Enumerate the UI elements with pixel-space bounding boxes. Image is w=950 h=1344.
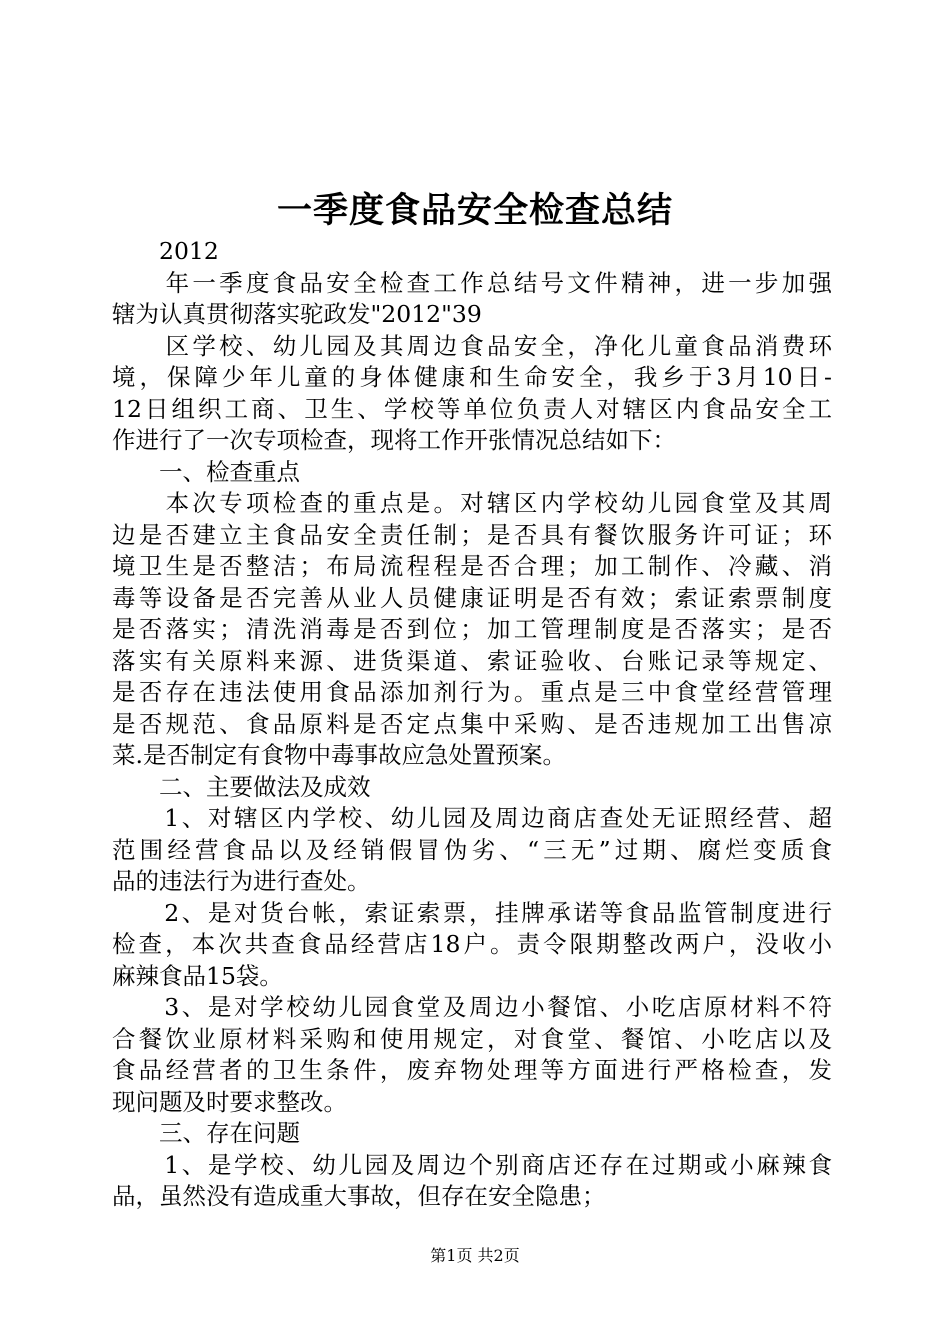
document-body [112, 236, 832, 1213]
text-line: 麻辣食品15袋。 [112, 961, 283, 990]
text-line: 合餐饮业原材料采购和使用规定，对食堂、餐馆、小吃店以及 [112, 1024, 832, 1053]
text-line: 现问题及时要求整改。 [112, 1087, 347, 1116]
text-line: 食品经营者的卫生条件，废弃物处理等方面进行严格检查，发 [112, 1056, 832, 1084]
text-line: 检查，本次共查食品经营店18户。责令限期整改两户，没收小 [112, 930, 832, 958]
text-line: 境，保障少年儿童的身体健康和生命安全，我乡于3月10日- [112, 363, 832, 391]
text-line: 是否规范、食品原料是否定点集中采购、是否违规加工出售凉 [112, 709, 832, 738]
text-line: 是否存在违法使用食品添加剂行为。重点是三中食堂经营管理 [112, 678, 832, 706]
text-line: 1、对辖区内学校、幼儿园及周边商店查处无证照经营、超 [112, 804, 832, 832]
text-line: 是否落实；清洗消毒是否到位；加工管理制度是否落实；是否 [112, 615, 832, 643]
text-line: 2012 [112, 237, 219, 265]
text-line: 年一季度食品安全检查工作总结号文件精神，进一步加强 [112, 268, 832, 297]
text-line: 范围经营食品以及经销假冒伪劣、“三无”过期、腐烂变质食 [112, 835, 832, 864]
page-footer: 第1页 共2页 [430, 1246, 520, 1265]
text-line: 2、是对货台帐，索证索票，挂牌承诺等食品监管制度进行 [112, 898, 832, 927]
text-line: 作进行了一次专项检查，现将工作开张情况总结如下： [112, 426, 676, 454]
text-line: 一、检查重点 [112, 457, 300, 486]
text-line: 区学校、幼儿园及其周边食品安全，净化儿童食品消费环 [112, 331, 832, 360]
text-line: 境卫生是否整洁；布局流程程是否合理；加工制作、冷藏、消 [112, 552, 832, 580]
text-line: 1、是学校、幼儿园及周边个别商店还存在过期或小麻辣食 [112, 1150, 832, 1179]
text-line: 本次专项检查的重点是。对辖区内学校幼儿园食堂及其周 [112, 489, 832, 517]
text-line: 三、存在问题 [112, 1119, 300, 1147]
text-line: 3、是对学校幼儿园食堂及周边小餐馆、小吃店原材料不符 [112, 993, 832, 1021]
text-line: 毒等设备是否完善从业人员健康证明是否有效；索证索票制度 [112, 583, 832, 612]
text-line: 品的违法行为进行查处。 [112, 867, 371, 895]
text-line: 辖为认真贯彻落实驼政发"2012"39 [112, 300, 482, 328]
text-line: 边是否建立主食品安全责任制；是否具有餐饮服务许可证；环 [112, 520, 832, 549]
text-line: 落实有关原料来源、进货渠道、索证验收、台账记录等规定、 [112, 646, 832, 675]
document-title: 一季度食品安全检查总结 [276, 190, 673, 231]
text-line: 品，虽然没有造成重大事故，但存在安全隐患； [112, 1182, 606, 1210]
text-line: 12日组织工商、卫生、学校等单位负责人对辖区内食品安全工 [112, 394, 832, 423]
text-line: 二、主要做法及成效 [112, 772, 371, 801]
text-line: 菜.是否制定有食物中毒事故应急处置预案。 [112, 741, 566, 769]
